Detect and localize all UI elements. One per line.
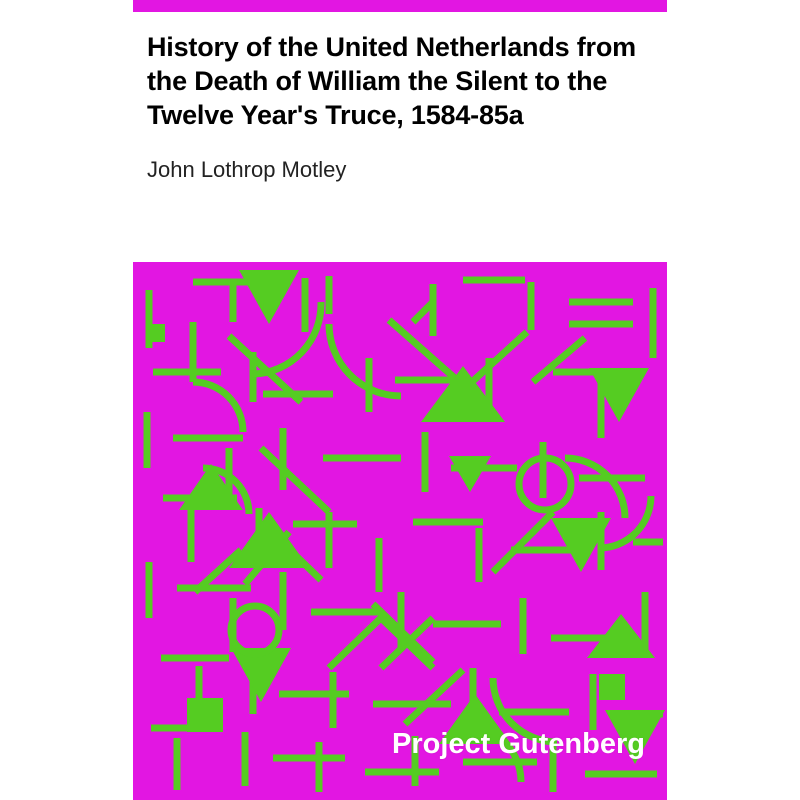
cover-artwork: [133, 262, 667, 800]
publisher-imprint: Project Gutenberg: [392, 728, 645, 760]
top-accent-band: [133, 0, 667, 12]
book-author: John Lothrop Motley: [147, 157, 347, 182]
title-block: [133, 30, 667, 184]
generative-pattern-svg: [133, 262, 667, 800]
page-title: History of the United Netherlands from the Death of William the Silent to the Twelve Year's Truce, 1584-85a: [147, 32, 636, 130]
